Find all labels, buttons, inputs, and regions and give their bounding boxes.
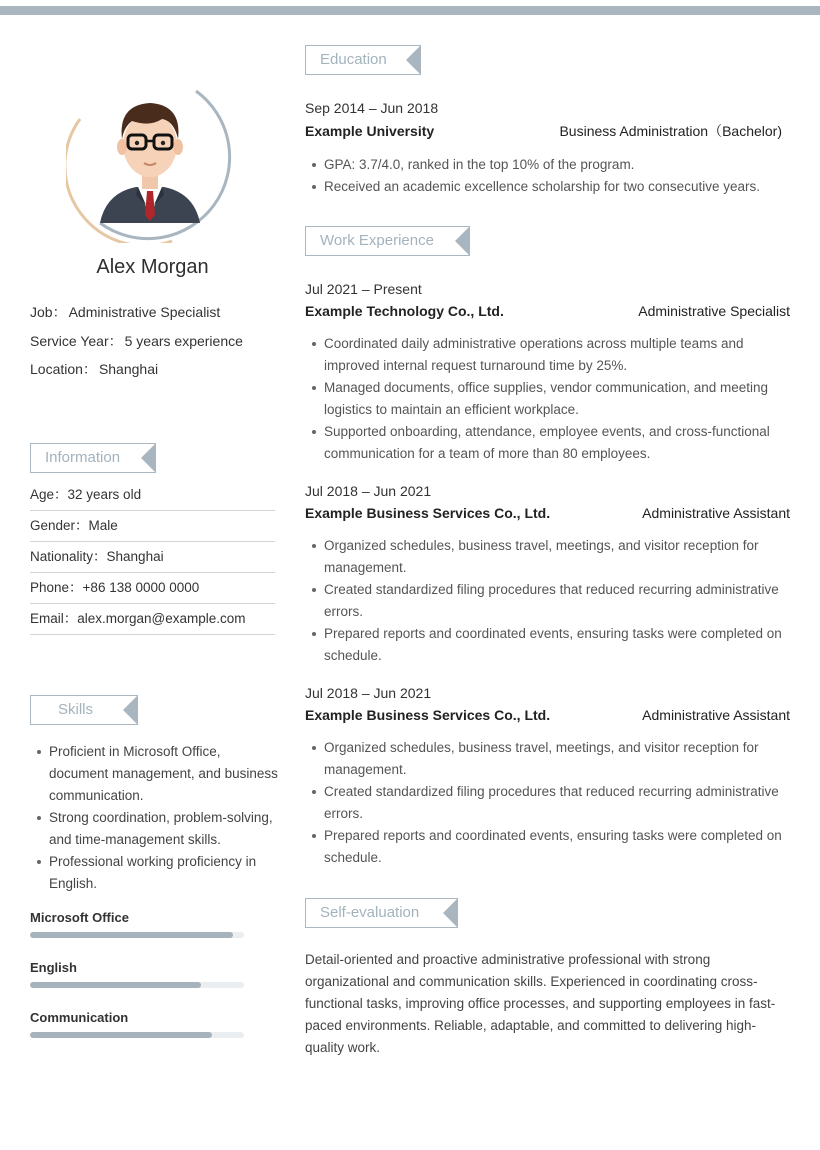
skill-bar-fill <box>30 1032 212 1038</box>
self-evaluation-text: Detail-oriented and proactive administrative professional with strong organizational and communication skills. Experienced in coordinating cross-functional tasks, improving office processes, and supporting employees in fast-paced environments. Reliable, adaptable, and committed to delivering high-quality work. <box>305 952 776 1055</box>
location-value: Shanghai <box>98 361 159 377</box>
skill-bar-label: English <box>30 960 77 975</box>
education-heading-tag <box>305 45 421 75</box>
info-value: Shanghai <box>106 549 164 564</box>
list-item: Prepared reports and coordinated events, ensuring tasks were completed on schedule. <box>305 623 790 667</box>
skill-bars <box>30 908 275 1058</box>
job-value: Administrative Specialist <box>68 304 221 320</box>
info-label: Email： <box>30 611 78 626</box>
skill-bar-track <box>30 1032 244 1038</box>
info-value: 32 years old <box>67 487 142 502</box>
skills-list <box>35 741 280 895</box>
service-year-label: Service Year： <box>30 332 123 349</box>
work-heading-tag <box>305 226 470 256</box>
info-row-phone <box>30 573 275 604</box>
list-item: GPA: 3.7/4.0, ranked in the top 10% of the program. <box>305 154 790 176</box>
info-label: Nationality： <box>30 549 107 564</box>
skill-bar-fill <box>30 982 201 988</box>
info-value: Male <box>88 518 118 533</box>
tag-arrow-icon <box>443 898 458 928</box>
list-item: Coordinated daily administrative operations across multiple teams and improved internal request turnaround time by 25%. <box>305 333 790 377</box>
list-item: Strong coordination, problem-solving, and time-management skills. <box>35 807 280 851</box>
work-bullets <box>305 535 790 667</box>
self-evaluation-heading: Self-evaluation <box>320 904 420 921</box>
skill-bar-track <box>30 982 244 988</box>
info-row-email <box>30 604 275 635</box>
education-heading: Education <box>320 51 387 68</box>
major: Business Administration（Bachelor) <box>559 123 782 139</box>
profile-name: Alex Morgan <box>96 256 209 278</box>
info-row-nationality <box>30 542 275 573</box>
information-heading: Information <box>45 449 121 466</box>
job-line <box>30 302 275 331</box>
info-row-gender <box>30 511 275 542</box>
top-accent-bar <box>0 6 820 15</box>
skill-bar-item <box>30 958 275 1008</box>
education-date: Sep 2014 – Jun 2018 <box>305 100 439 116</box>
list-item: Supported onboarding, attendance, employee events, and cross-functional communication for a team of more than 80 employees. <box>305 421 790 465</box>
tag-arrow-icon <box>123 695 138 725</box>
work-org-row <box>305 301 790 323</box>
work-bullets <box>305 737 790 869</box>
profile-summary <box>30 302 275 388</box>
work-heading: Work Experience <box>320 232 434 249</box>
avatar <box>66 83 234 243</box>
avatar-illustration <box>66 83 234 243</box>
info-label: Gender： <box>30 518 89 533</box>
info-value: +86 138 0000 0000 <box>82 580 200 595</box>
work-entry <box>305 683 790 869</box>
list-item: Created standardized filing procedures that reduced recurring administrative errors. <box>305 781 790 825</box>
self-evaluation-heading-tag <box>305 898 458 928</box>
info-label: Phone： <box>30 580 83 595</box>
work-date: Jul 2021 – Present <box>305 281 422 297</box>
list-item: Prepared reports and coordinated events, ensuring tasks were completed on schedule. <box>305 825 790 869</box>
service-year-value: 5 years experience <box>124 332 243 349</box>
work-org-row <box>305 705 790 727</box>
skills-heading: Skills <box>58 701 94 718</box>
job-title: Administrative Assistant <box>642 505 790 521</box>
education-bullets <box>305 154 790 198</box>
skill-bar-label: Communication <box>30 1010 129 1025</box>
skill-bar-item <box>30 1008 275 1058</box>
skill-bar-fill <box>30 932 233 938</box>
education-entry <box>305 98 790 198</box>
work-entry <box>305 279 790 465</box>
information-list <box>30 480 275 635</box>
school-name: Example University <box>305 123 435 139</box>
company-name: Example Technology Co., Ltd. <box>305 303 504 319</box>
list-item: Managed documents, office supplies, vendor communication, and meeting logistics to maintain an efficient workplace. <box>305 377 790 421</box>
list-item: Organized schedules, business travel, meetings, and visitor reception for management. <box>305 535 790 579</box>
skill-bar-label: Microsoft Office <box>30 910 129 925</box>
company-name: Example Business Services Co., Ltd. <box>305 707 551 723</box>
list-item: Professional working proficiency in English. <box>35 851 280 895</box>
work-org-row <box>305 503 790 525</box>
work-date: Jul 2018 – Jun 2021 <box>305 685 432 701</box>
info-label: Age： <box>30 487 68 502</box>
info-row-age <box>30 480 275 511</box>
tag-arrow-icon <box>455 226 470 256</box>
list-item: Created standardized filing procedures that reduced recurring administrative errors. <box>305 579 790 623</box>
list-item: Organized schedules, business travel, meetings, and visitor reception for management. <box>305 737 790 781</box>
skill-bar-item <box>30 908 275 958</box>
skills-heading-tag <box>30 695 138 725</box>
information-heading-tag <box>30 443 156 473</box>
location-line <box>30 359 275 388</box>
company-name: Example Business Services Co., Ltd. <box>305 505 551 521</box>
tag-arrow-icon <box>406 45 421 75</box>
tag-arrow-icon <box>141 443 156 473</box>
education-org-row <box>305 121 790 144</box>
info-value: alex.morgan@example.com <box>77 611 246 626</box>
list-item: Received an academic excellence scholarship for two consecutive years. <box>305 176 790 198</box>
location-label: Location： <box>30 361 97 377</box>
work-bullets <box>305 333 790 465</box>
job-title: Administrative Specialist <box>638 303 790 319</box>
job-label: Job： <box>30 304 67 320</box>
work-date: Jul 2018 – Jun 2021 <box>305 483 432 499</box>
skill-bar-track <box>30 932 244 938</box>
service-year-line <box>30 331 275 360</box>
job-title: Administrative Assistant <box>642 707 790 723</box>
list-item: Proficient in Microsoft Office, document management, and business communication. <box>35 741 280 807</box>
work-entry <box>305 481 790 667</box>
